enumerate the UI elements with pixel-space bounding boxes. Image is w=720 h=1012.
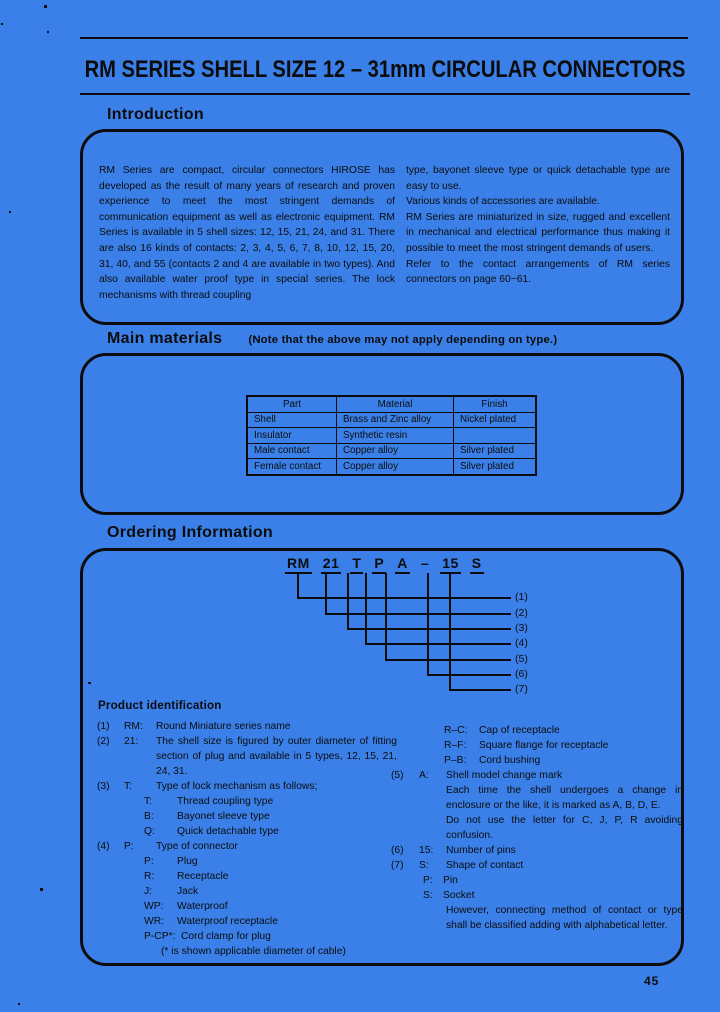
callout-line-2	[325, 573, 327, 614]
callout-line-1	[297, 573, 299, 598]
cell-part: Insulator	[247, 428, 337, 444]
callout-label-5: (5)	[515, 653, 528, 665]
callout-line-2	[325, 613, 511, 615]
list-subitem: P–B: Cord bushing	[444, 755, 541, 766]
ordering-information-heading: Ordering Information	[107, 524, 273, 541]
intro-paragraph: Refer to the contact arrangements of RM series connectors on page 60~61.	[406, 258, 670, 286]
intro-paragraph: Various kinds of accessories are available.	[406, 196, 600, 208]
scan-speck	[9, 211, 11, 213]
top-rule	[80, 37, 688, 39]
code-connector-type: P	[372, 555, 386, 574]
column-header-finish: Finish	[454, 396, 537, 412]
list-subitem: J: Jack	[144, 886, 199, 897]
ordering-code	[285, 555, 484, 574]
cell-finish: Silver plated	[454, 443, 537, 459]
cell-material: Copper alloy	[337, 443, 454, 459]
list-subitem: P: Pin	[423, 875, 458, 886]
list-subitem: T: Thread coupling type	[144, 796, 274, 807]
ordering-information-box	[80, 548, 684, 966]
list-subitem: S: Socket	[423, 890, 475, 901]
table-row	[247, 412, 536, 428]
page-title: RM SERIES SHELL SIZE 12 – 31mm CIRCULAR CONNECTORS	[84, 56, 686, 83]
cell-finish: Silver plated	[454, 459, 537, 475]
cell-finish: Nickel plated	[454, 412, 537, 428]
callout-line-5	[385, 573, 387, 660]
column-header-material: Material	[337, 396, 454, 412]
code-lock-type: T	[350, 555, 363, 574]
list-paragraph: However, connecting method of contact or type shall be classified adding with alphabetical letter.	[446, 905, 683, 931]
cell-finish	[454, 428, 537, 444]
cell-material: Synthetic resin	[337, 428, 454, 444]
callout-line-3	[347, 628, 511, 630]
list-subitem: R: Receptacle	[144, 871, 229, 882]
cell-part: Shell	[247, 412, 337, 428]
callout-line-7	[449, 573, 451, 690]
list-item: (2) 21: The shell size is figured by outer diameter of fitting section of plug and available in 5 types, 12, 15, 21, 24, 31.	[97, 736, 397, 777]
table-row	[247, 443, 536, 459]
column-header-part: Part	[247, 396, 337, 412]
list-item: (3) T: Type of lock mechanism as follows;	[97, 781, 318, 792]
main-materials-heading-row	[107, 330, 557, 348]
scan-speck	[1, 23, 3, 25]
table-header-row	[247, 396, 536, 412]
table-row	[247, 459, 536, 475]
introduction-box	[80, 129, 684, 325]
introduction-columns	[83, 132, 681, 303]
list-note: (* is shown applicable diameter of cable)	[161, 946, 346, 957]
list-subitem: Q: Quick detachable type	[144, 826, 279, 837]
page-number: 45	[644, 974, 660, 988]
list-subitem: P-CP*: Cord clamp for plug	[144, 931, 271, 942]
product-id-left-column	[97, 719, 397, 959]
callout-line-7	[449, 689, 511, 691]
main-materials-box	[80, 353, 684, 515]
list-item: (6) 15: Number of pins	[391, 845, 516, 856]
scan-speck	[47, 31, 49, 33]
scan-speck	[44, 5, 47, 8]
main-materials-heading: Main materials	[107, 330, 223, 347]
scan-speck	[18, 1003, 20, 1005]
callout-line-4	[365, 573, 367, 644]
list-subitem: R–C: Cap of receptacle	[444, 725, 560, 736]
cell-part: Male contact	[247, 443, 337, 459]
title-underline-rule	[80, 93, 690, 95]
list-subitem: WR: Waterproof receptacle	[144, 916, 278, 927]
list-subitem: WP: Waterproof	[144, 901, 228, 912]
intro-paragraph: RM Series are miniaturized in size, rugged and excellent in mechanical and electrical performance thus making it possible to meet the most stringent demands of users.	[406, 211, 670, 254]
main-materials-note: (Note that the above may not apply depending on type.)	[248, 334, 558, 346]
list-item: (4) P: Type of connector	[97, 841, 238, 852]
callout-label-6: (6)	[515, 668, 528, 680]
list-item: (5) A: Shell model change mark	[391, 770, 563, 781]
callout-line-4	[365, 643, 511, 645]
callout-label-7: (7)	[515, 683, 528, 695]
cell-material: Copper alloy	[337, 459, 454, 475]
callout-label-2: (2)	[515, 607, 528, 619]
introduction-text-left: RM Series are compact, circular connectors HIROSE has developed as the result of many years of research and proven experience to meet the most stringent demands of communication equipment as well as electronic equipment. RM Series is available in 5 shell sizes: 12, 15, 21, 24, and 31. There are also 16 kinds of contacts: 2, 3, 4, 5, 6, 7, 8, 10, 12, 15, 20, 31, 40, and 55 (contacts 2 and 4 are available in two types). And also available water proof type in special series. The lock mechanisms with thread coupling	[99, 165, 395, 301]
code-dash: –	[420, 555, 430, 571]
callout-label-4: (4)	[515, 637, 528, 649]
scan-speck	[40, 888, 43, 891]
list-subitem: P: Plug	[144, 856, 198, 867]
list-paragraph: Each time the shell undergoes a change in enclosure or the like, it is marked as A, B, D, E.	[446, 785, 683, 811]
callout-line-6	[427, 674, 511, 676]
intro-paragraph: type, bayonet sleeve type or quick detachable type are easy to use.	[406, 165, 670, 192]
list-paragraph: Do not use the letter for C, J, P, R avoiding confusion.	[446, 815, 683, 841]
cell-part: Female contact	[247, 459, 337, 475]
callout-line-5	[385, 659, 511, 661]
table-row	[247, 428, 536, 444]
product-identification-heading: Product identification	[98, 699, 222, 712]
code-shell-size: 21	[321, 555, 342, 574]
code-contact-shape: S	[470, 555, 484, 574]
code-pin-count: 15	[440, 555, 461, 574]
callout-line-3	[347, 573, 349, 629]
list-subitem: B: Bayonet sleeve type	[144, 811, 270, 822]
code-shell-mark: A	[395, 555, 410, 574]
list-subitem: R–F: Square flange for receptacle	[444, 740, 609, 751]
callout-line-1	[297, 597, 511, 599]
callout-label-3: (3)	[515, 622, 528, 634]
code-series: RM	[285, 555, 312, 574]
materials-table	[246, 395, 537, 476]
cell-material: Brass and Zinc alloy	[337, 412, 454, 428]
product-id-right-column	[391, 723, 683, 933]
callout-label-1: (1)	[515, 591, 528, 603]
list-item: (7) S: Shape of contact	[391, 860, 524, 871]
introduction-heading: Introduction	[107, 106, 204, 123]
list-item: (1) RM: Round Miniature series name	[97, 721, 291, 732]
introduction-text-right	[406, 163, 670, 303]
